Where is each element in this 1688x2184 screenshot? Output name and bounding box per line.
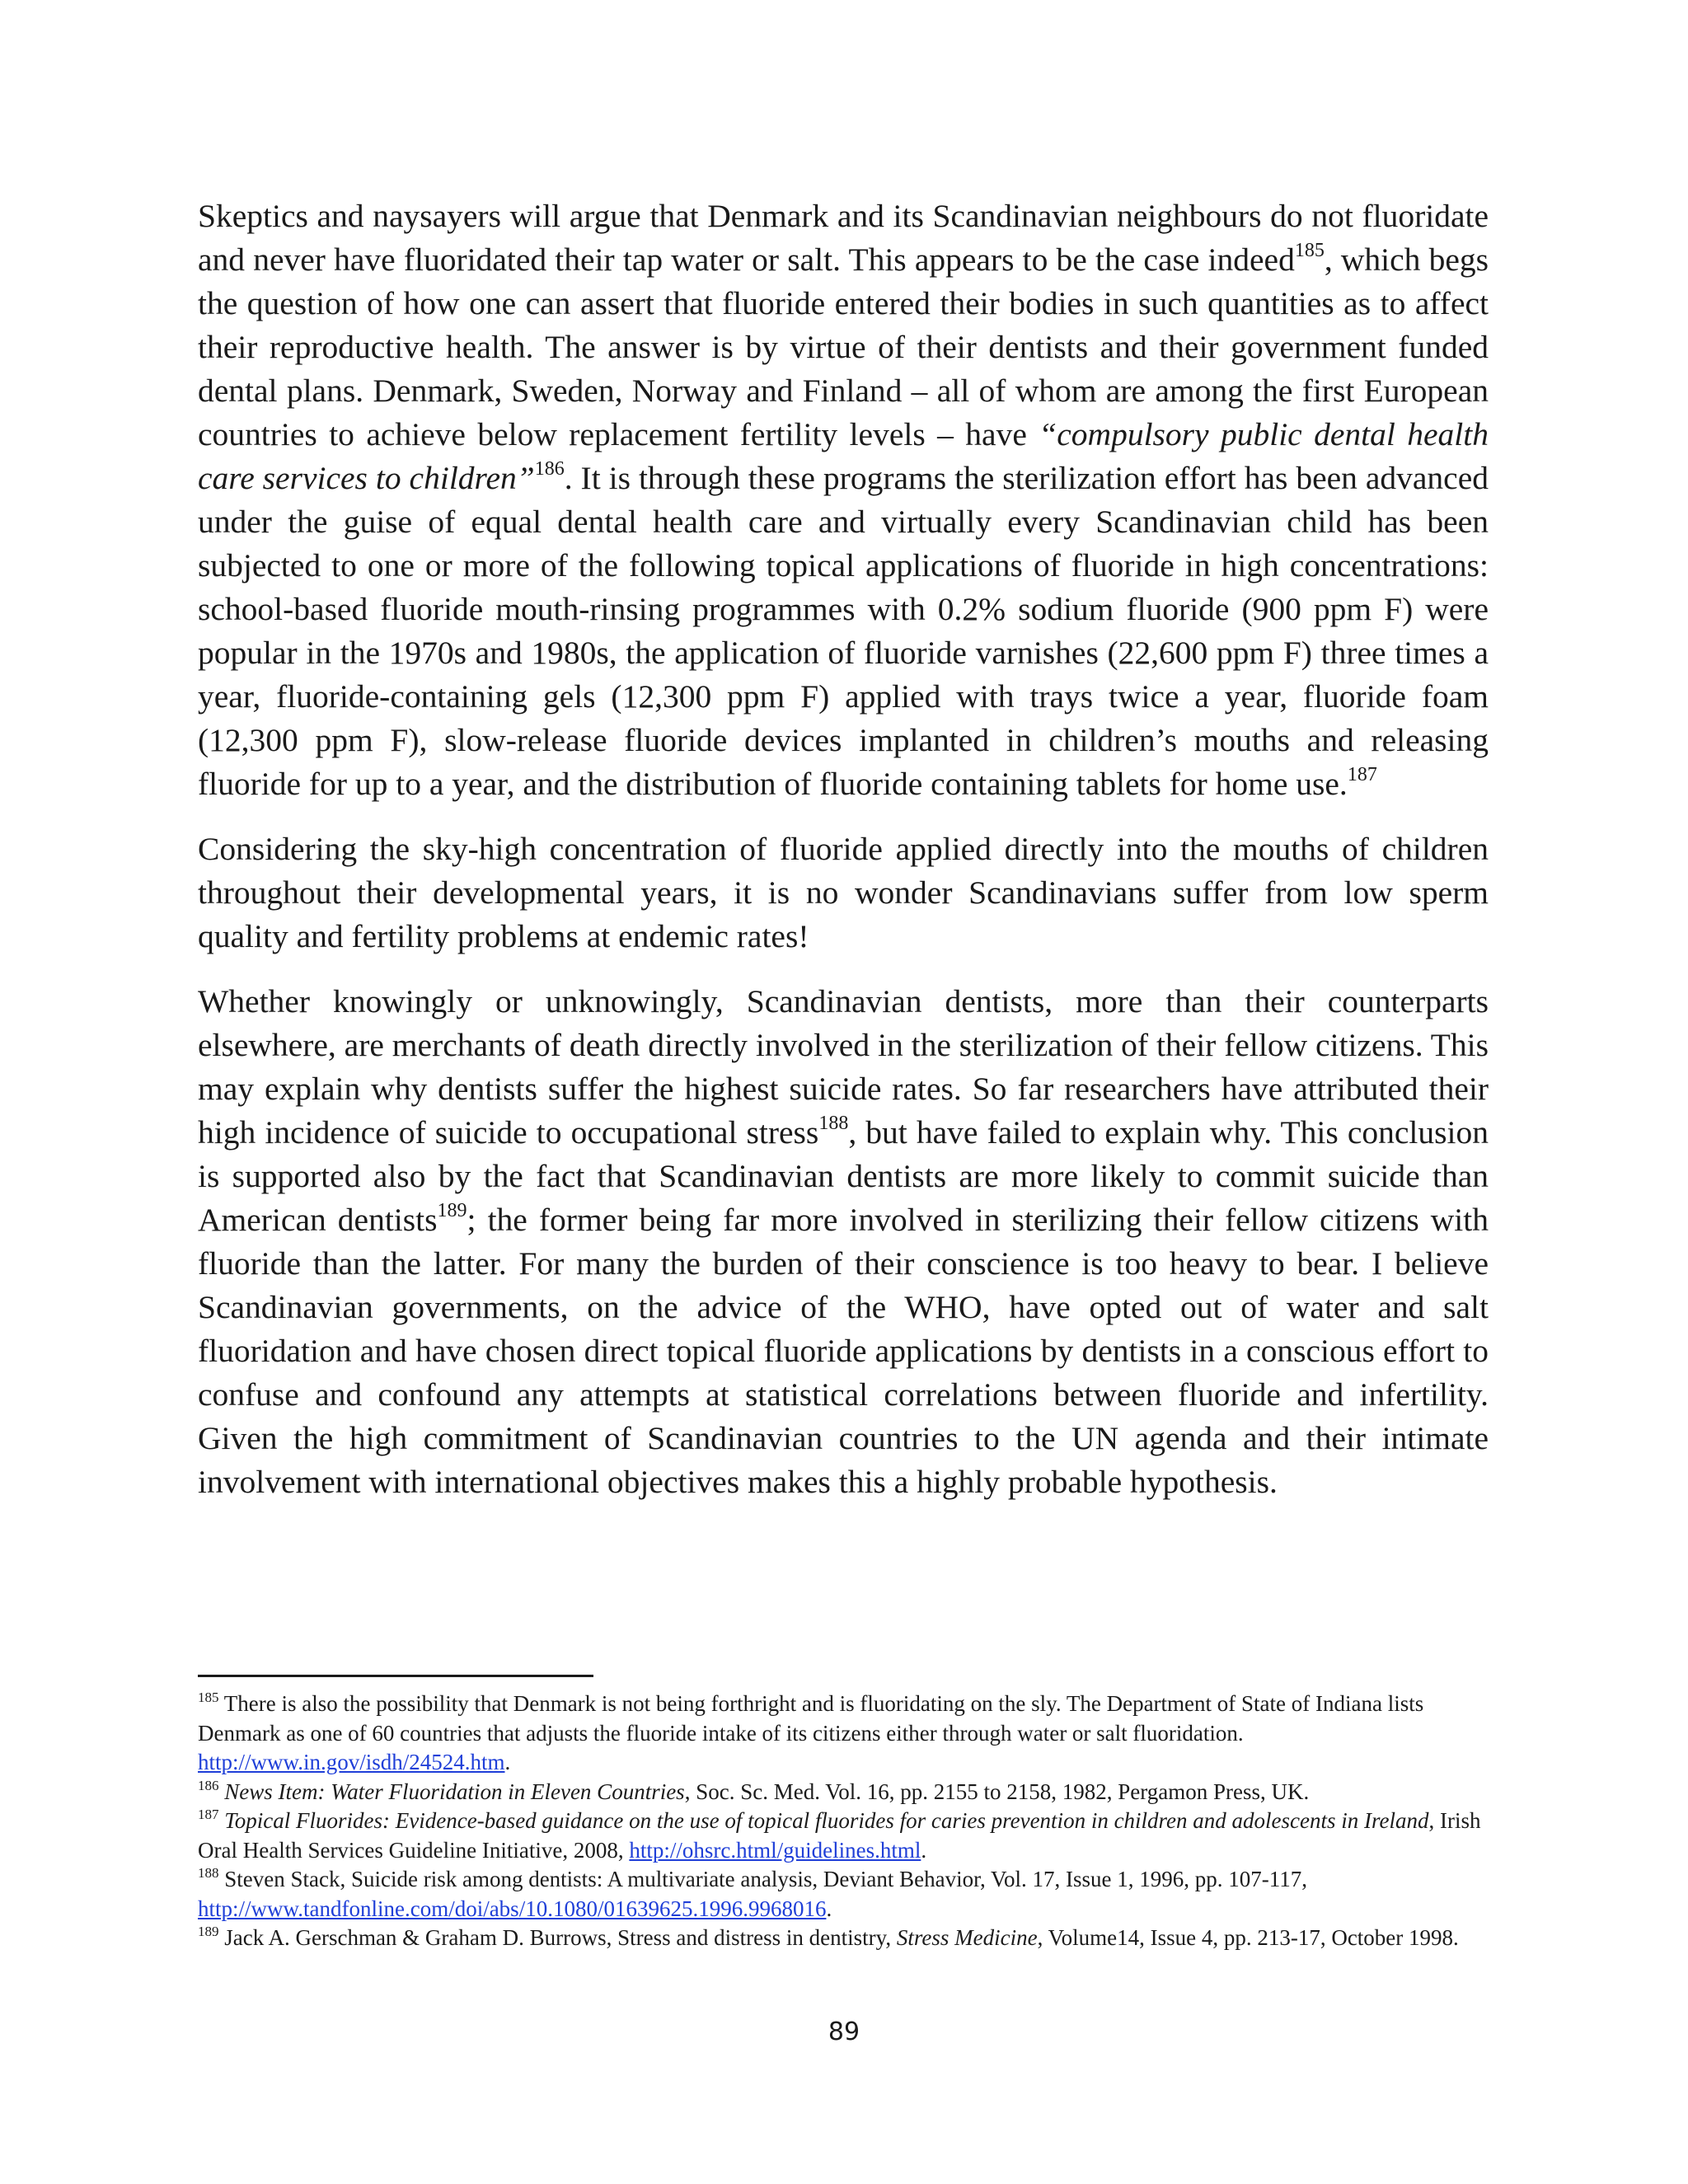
footnote-ref-188: 188 <box>818 1113 849 1134</box>
footnote-ref-186: 186 <box>534 458 565 480</box>
footnote-185 <box>198 1690 1489 1778</box>
footnote-link[interactable]: http://ohsrc.html/guidelines.html <box>629 1837 921 1863</box>
paragraph-3 <box>198 980 1489 1504</box>
footnote-number: 188 <box>198 1865 219 1881</box>
paragraph-3-text-a: Whether knowingly or unknowingly, Scandinavian dentists, more than their counterparts elsewhere, are merchants of death directly involved in the sterilization of their fellow citizens. This may explain why dentists suffer the highest suicide rates. So far researchers have attributed their high incidence of suicide to occupational stress <box>198 983 1489 1151</box>
footnote-title: Topical Fluorides: Evidence-based guidance on the use of topical fluorides for caries prevention in children and adolescents in Ireland <box>218 1808 1429 1833</box>
footnote-ref-189: 189 <box>437 1200 467 1221</box>
footnote-186 <box>198 1778 1489 1807</box>
footnote-link[interactable]: http://www.tandfonline.com/doi/abs/10.1080/01639625.1996.9968016 <box>198 1896 827 1921</box>
footnote-ref-187: 187 <box>1347 764 1377 785</box>
footnote-ref-185: 185 <box>1294 240 1325 261</box>
paragraph-1-quote: “compulsory public dental health care services to children” <box>198 416 1489 496</box>
paragraph-2: Considering the sky-high concentration of fluoride applied directly into the mouths of children throughout their developmental years, it is no wonder Scandinavians suffer from low sperm quality and fertility problems at endemic rates! <box>198 831 1489 954</box>
footnote-text-end: , Volume14, Issue 4, pp. 213-17, October 1998. <box>1037 1925 1459 1950</box>
footnote-journal: Stress Medicine <box>896 1925 1038 1950</box>
footnote-text: , Irish Oral Health Services Guideline Initiative, 2008, <box>198 1808 1481 1863</box>
footnote-punct: . <box>921 1837 927 1863</box>
footnote-text: Jack A. Gerschman & Graham D. Burrows, Stress and distress in dentistry, <box>218 1925 897 1950</box>
footnote-text: There is also the possibility that Denmark is not being forthright and is fluoridating on the sly. The Department of State of Indiana lists Denmark as one of 60 countries that adjusts the fluoride intake of its citizens either through water or salt fluoridation. <box>198 1691 1424 1746</box>
paragraph-1 <box>198 194 1489 806</box>
body-text <box>198 194 1489 1504</box>
paragraph-3-text-b: , but have failed to explain why. This conclusion is supported also by the fact that Scandinavian dentists are more likely to commit suicide than American dentists <box>198 1114 1489 1238</box>
page-number: 89 <box>828 2018 860 2046</box>
footnote-text: , Soc. Sc. Med. Vol. 16, pp. 2155 to 2158, 1982, Pergamon Press, UK. <box>684 1779 1310 1804</box>
footnote-link[interactable]: http://www.in.gov/isdh/24524.htm <box>198 1750 505 1774</box>
paragraph-1-text-c: . It is through these programs the sterilization effort has been advanced under the guise of equal dental health care and virtually every Scandinavian child has been subjected to one or more of the following topical applications of fluoride in high concentrations: school-based fluoride mouth-rinsing programmes with 0.2% sodium fluoride (900 ppm F) were popular in the 1970s and 1980s, the application of fluoride varnishes (22,600 ppm F) three times a year, fluoride-containing gels (12,300 ppm F) applied with trays twice a year, fluoride foam (12,300 ppm F), slow-release fluoride devices implanted in children’s mouths and releasing fluoride for up to a year, and the distribution of fluoride containing tablets for home use. <box>198 460 1489 802</box>
footnote-title: News Item: Water Fluoridation in Eleven Countries <box>218 1779 685 1804</box>
footnote-punct: . <box>504 1750 511 1774</box>
footnote-number: 187 <box>198 1807 219 1822</box>
footnote-number: 186 <box>198 1777 219 1793</box>
footnote-punct: . <box>826 1896 832 1921</box>
paragraph-3-text-c: ; the former being far more involved in sterilizing their fellow citizens with fluoride than the latter. For many the burden of their conscience is too heavy to bear. I believe Scandinavian governments, on the advice of the WHO, have opted out of water and salt fluoridation and have chosen direct topical fluoride applications by dentists in a conscious effort to confuse and confound any attempts at statistical correlations between fluoride and infertility. Given the high commitment of Scandinavian countries to the UN agenda and their intimate involvement with international objectives makes this a highly probable hypothesis. <box>198 1202 1489 1500</box>
footnote-separator <box>198 1675 593 1677</box>
footnote-number: 189 <box>198 1924 219 1939</box>
footnote-text: Steven Stack, Suicide risk among dentists: A multivariate analysis, Deviant Behavior, Vol. 17, Issue 1, 1996, pp. 107-117, <box>218 1867 1308 1891</box>
footnotes <box>198 1690 1489 1953</box>
footnote-188 <box>198 1865 1489 1924</box>
footnote-189 <box>198 1924 1489 1953</box>
paragraph-1-text-b: , which begs the question of how one can assert that fluoride entered their bodies in such quantities as to affect their reproductive health. The answer is by virtue of their dentists and their government funded dental plans. Denmark, Sweden, Norway and Finland – all of whom are among the first European countries to achieve below replacement fertility levels – have <box>198 241 1489 452</box>
paragraph-1-text-a: Skeptics and naysayers will argue that Denmark and its Scandinavian neighbours do not fluoridate and never have fluoridated their tap water or salt. This appears to be the case indeed <box>198 198 1489 278</box>
footnote-number: 185 <box>198 1690 219 1705</box>
footnote-187 <box>198 1807 1489 1865</box>
